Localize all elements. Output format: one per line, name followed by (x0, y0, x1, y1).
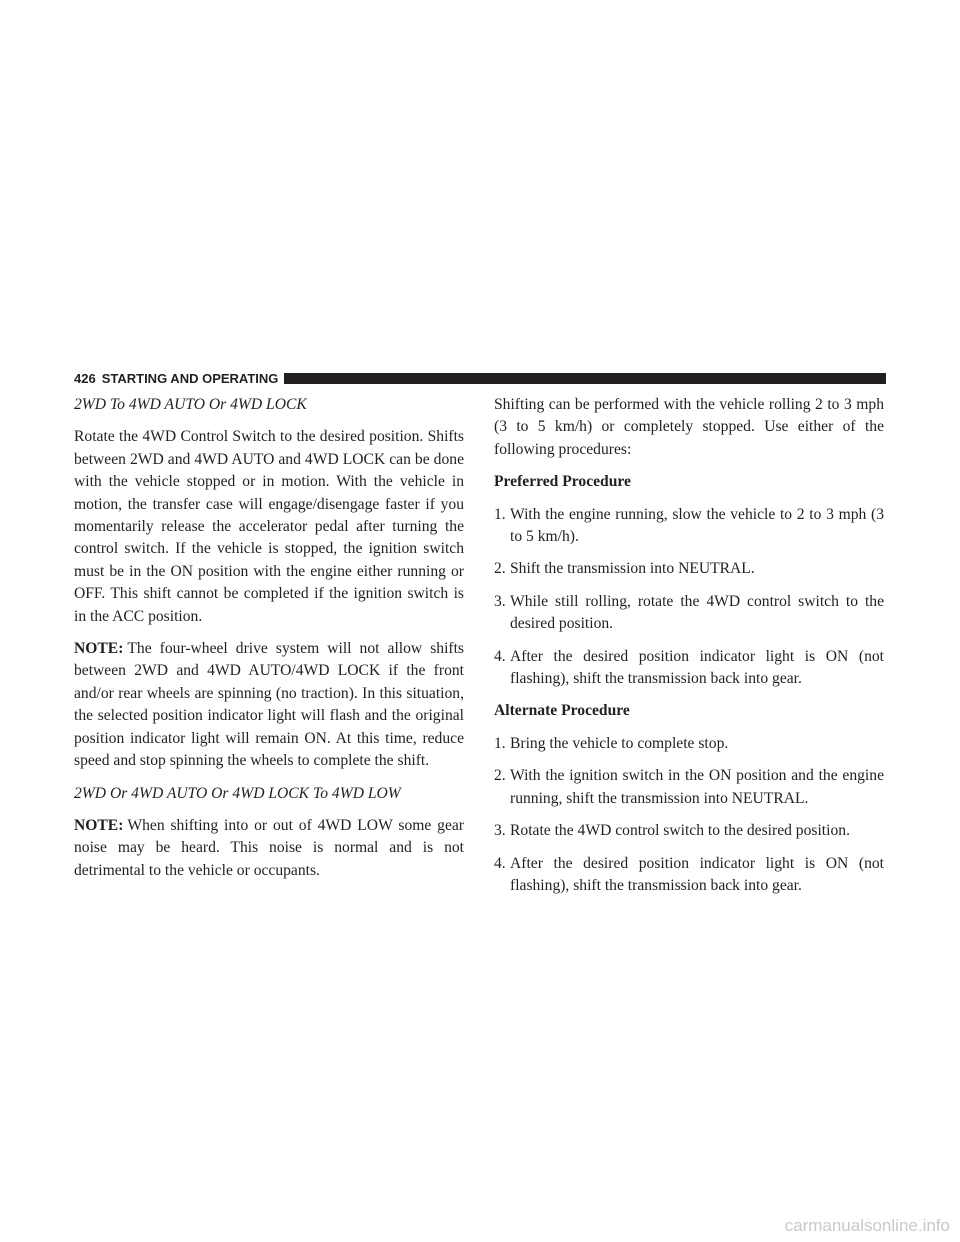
note-label: NOTE: (74, 816, 124, 834)
note-label: NOTE: (74, 640, 124, 658)
step-text: After the desired position indicator light is ON (not flashing), shift the transmission back into gear. (510, 647, 884, 688)
step-number: 4. (494, 647, 506, 665)
step-number: 1. (494, 505, 506, 523)
watermark: carmanualsonline.info (784, 1216, 950, 1235)
list-item (494, 646, 884, 691)
heading-preferred-procedure: Preferred Procedure (494, 473, 631, 491)
right-column (494, 394, 884, 907)
list-item (494, 820, 884, 842)
header-rule (284, 373, 886, 384)
heading-alternate-procedure: Alternate Procedure (494, 702, 630, 720)
step-text: While still rolling, rotate the 4WD control switch to the desired position. (510, 592, 884, 633)
heading-2wd-to-4wd: 2WD To 4WD AUTO Or 4WD LOCK (74, 396, 307, 413)
step-number: 4. (494, 854, 506, 872)
list-item (494, 558, 884, 580)
step-number: 3. (494, 592, 506, 610)
list-item (494, 853, 884, 898)
step-number: 2. (494, 560, 506, 578)
note-text: When shifting into or out of 4WD LOW some gear noise may be heard. This noise is normal and is not detrimental to the vehicle or occupants. (74, 816, 464, 879)
preferred-steps-list (494, 504, 884, 691)
step-text: With the engine running, slow the vehicle to 2 to 3 mph (3 to 5 km/h). (510, 505, 884, 546)
list-item (494, 504, 884, 549)
alternate-steps-list (494, 733, 884, 897)
section-title: STARTING AND OPERATING (101, 370, 279, 386)
left-column (74, 394, 464, 892)
step-number: 3. (494, 822, 506, 840)
step-text: With the ignition switch in the ON position and the engine running, shift the transmission into NEUTRAL. (510, 767, 884, 807)
note-text: The four-wheel drive system will not allow shifts between 2WD and 4WD AUTO/4WD LOCK if the front and/or rear wheels are spinning (no traction). In this situation, the selected position indicator light will flash and the original position indicator light will remain ON. At this time, reduce speed and stop spinning the wheels to complete the shift. (74, 640, 464, 770)
list-item (494, 733, 884, 755)
step-text: Rotate the 4WD control switch to the desired position. (510, 822, 850, 840)
paragraph-rotate-switch: Rotate the 4WD Control Switch to the desired position. Shifts between 2WD and 4WD AUTO and 4WD LOCK can be done with the vehicle stopped or in motion. With the vehicle in motion, the transfer case will engage/disengage faster if you momentarily release the accelerator pedal after turning the control switch. If the vehicle is stopped, the ignition switch must be in the ON position with the engine either running or OFF. This shift cannot be completed if the ignition switch is in the ACC position. (74, 428, 464, 625)
note-traction (74, 638, 464, 772)
list-item (494, 591, 884, 636)
note-gear-noise (74, 815, 464, 882)
step-number: 2. (494, 767, 506, 785)
step-number: 1. (494, 734, 506, 752)
list-item (494, 765, 884, 810)
step-text: Bring the vehicle to complete stop. (510, 734, 729, 752)
page-number: 426 (74, 370, 96, 386)
heading-to-4wd-low: 2WD Or 4WD AUTO Or 4WD LOCK To 4WD LOW (74, 784, 401, 802)
step-text: After the desired position indicator light is ON (not flashing), shift the transmission back into gear. (510, 854, 884, 894)
page-header (74, 370, 886, 386)
paragraph-shifting-intro: Shifting can be performed with the vehicle rolling 2 to 3 mph (3 to 5 km/h) or completely stopped. Use either of the following procedures: (494, 396, 884, 458)
step-text: Shift the transmission into NEUTRAL. (510, 560, 755, 578)
